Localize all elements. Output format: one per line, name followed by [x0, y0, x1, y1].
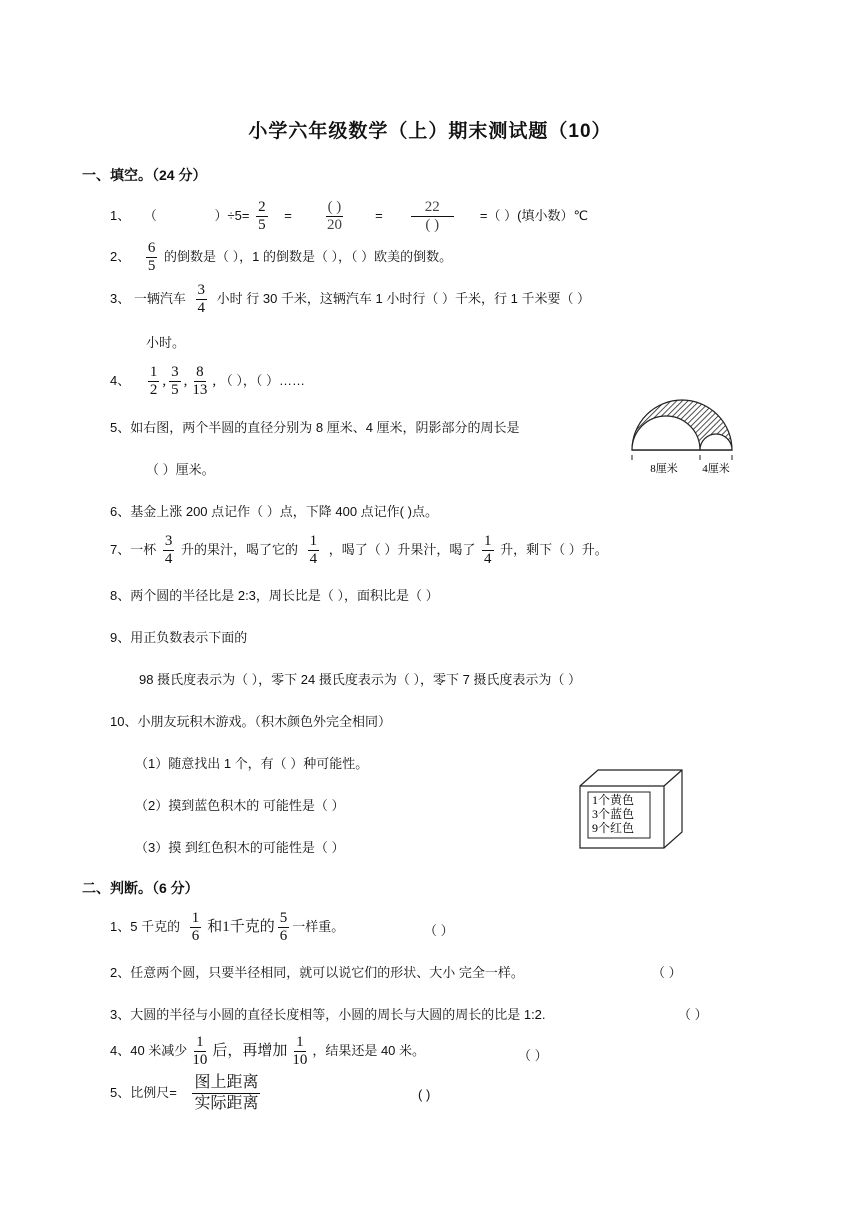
text: 7、一杯: [110, 542, 157, 557]
fraction: $\frac{6}{5}$: [147, 240, 156, 275]
judgement-3-answer: （ ）: [678, 1007, 708, 1022]
fraction: $\frac{8}{13}$: [192, 364, 208, 399]
text: （ ），（ ）……: [219, 373, 305, 388]
question-10: 10、小朋友玩积木游戏。（积木颜色外完全相同）: [110, 714, 391, 729]
judgement-2: 2、任意两个圆，只要半径相同，就可以说它们的形状、大小 完全一样。: [110, 965, 524, 980]
fraction: $\frac{1}{2}$: [149, 364, 158, 399]
judgement-1-answer: （ ）: [424, 923, 454, 938]
text: 后，再增加: [212, 1043, 288, 1059]
text: （: [143, 208, 157, 223]
text: ，喝了（ ）升果汁，喝了: [328, 542, 476, 557]
fraction: $\frac{\text{图上距离}}{\text{实际距离}}$: [194, 1074, 259, 1113]
text: 的倒数是（ ），1 的倒数是（ ），（ ）欧美的倒数。: [163, 249, 453, 264]
text: 和1千克的: [207, 919, 275, 935]
question-1: [110, 196, 588, 236]
fraction: $\frac{3}{4}$: [164, 533, 173, 568]
fraction: $\frac{5}{6}$: [279, 910, 288, 945]
question-5: [110, 417, 520, 436]
judgement-4: [110, 1031, 425, 1071]
text: 一辆汽车: [133, 291, 186, 306]
question-7: [110, 530, 608, 570]
section-fill-blank-heading: 一、填空。（24 分）: [82, 167, 207, 183]
judgement-5: [110, 1073, 263, 1114]
text: 1、5 千克的: [110, 919, 181, 934]
fraction: $\frac{( )}{20}$: [326, 199, 342, 234]
label-4cm: 4厘米: [702, 463, 730, 475]
fraction: $\frac{1}{6}$: [191, 910, 200, 945]
text: 一样重。: [292, 919, 345, 934]
question-10-part-1: （1）随意找出 1 个，有（ ）种可能性。: [135, 756, 369, 771]
question-6: 6、基金上涨 200 点记作（ ）点，下降 400 点记作( )点。: [110, 504, 438, 519]
question-10-part-3: （3）摸 到红色积木的可能性是（ ）: [135, 840, 345, 855]
text: ，结果还是 40 米。: [312, 1043, 426, 1058]
question-3: [110, 279, 590, 319]
text: ）÷5=: [214, 208, 250, 223]
question-number: 1、: [110, 208, 131, 223]
text: 如右图，两个半圆的直径分别为 8 厘米、4 厘米，阴影部分的周长是: [130, 420, 520, 435]
block-box-figure: [578, 768, 686, 850]
question-3-line-2: 小时。: [146, 335, 186, 350]
judgement-4-answer: （ ）: [518, 1048, 548, 1063]
question-9-line-2: 98 摄氏度表示为（ ），零下 24 摄氏度表示为（ ），零下 7 摄氏度表示为（ ）: [139, 672, 582, 687]
fraction: $\frac{22}{( )}$: [397, 199, 467, 234]
equals-sign: =: [375, 208, 383, 223]
question-number: 2、: [110, 249, 131, 264]
question-5-line-2: （ ）厘米。: [146, 462, 215, 477]
box-line-yellow: 1个黄色: [592, 793, 635, 807]
fraction: $\frac{1}{10}$: [292, 1034, 308, 1069]
text: =（ ）(填小数）℃: [479, 208, 589, 223]
text: 升的果汁，喝了它的: [180, 542, 298, 557]
question-number: 5、: [110, 420, 131, 435]
text: 4、40 米减少: [110, 1043, 188, 1058]
question-9: 9、用正负数表示下面的: [110, 630, 248, 645]
fraction: $\frac{3}{4}$: [197, 282, 205, 317]
question-10-part-2: （2）摸到蓝色积木的 可能性是（ ）: [135, 798, 345, 813]
semicircle-figure: [628, 398, 738, 478]
box-line-red: 9个红色: [592, 821, 635, 835]
fraction: $\frac{1}{4}$: [484, 533, 492, 568]
question-2: [110, 237, 452, 277]
text: 升，剩下（ ）升。: [500, 542, 608, 557]
question-number: 4、: [110, 373, 131, 388]
label-8cm: 8厘米: [650, 463, 678, 475]
fraction: $\frac{3}{5}$: [171, 364, 179, 399]
judgement-1: [110, 907, 344, 947]
fraction: $\frac{1}{4}$: [309, 533, 318, 568]
section-judgement-heading: 二、判断。（6 分）: [82, 880, 199, 896]
judgement-5-answer: ( ): [418, 1087, 431, 1102]
question-4: 4、 $\frac{1}{2}$ , $\frac{3}{5}$ , $\frac{8}{13}$ , （ ），（ ）……: [110, 364, 305, 399]
judgement-3: 3、大圆的半径与小圆的直径长度相等，小圆的周长与大圆的周长的比是 1:2.: [110, 1007, 546, 1022]
question-8: 8、两个圆的半径比是 2:3，周长比是（ ），面积比是（ ）: [110, 588, 439, 603]
judgement-2-answer: （ ）: [652, 965, 682, 980]
fraction: $\frac{1}{10}$: [192, 1034, 208, 1069]
text: 小时 行 30 千米，这辆汽车 1 小时行（ ）千米，行 1 千米要（ ）: [216, 291, 591, 306]
fraction: $\frac{2}{5}$: [258, 199, 266, 234]
box-line-blue: 3个蓝色: [592, 807, 635, 821]
page-title: 小学六年级数学（上）期末测试题（10）: [248, 121, 612, 142]
question-number: 3、: [110, 291, 131, 306]
text: 5、比例尺=: [110, 1085, 177, 1100]
equals-sign: =: [284, 208, 292, 223]
